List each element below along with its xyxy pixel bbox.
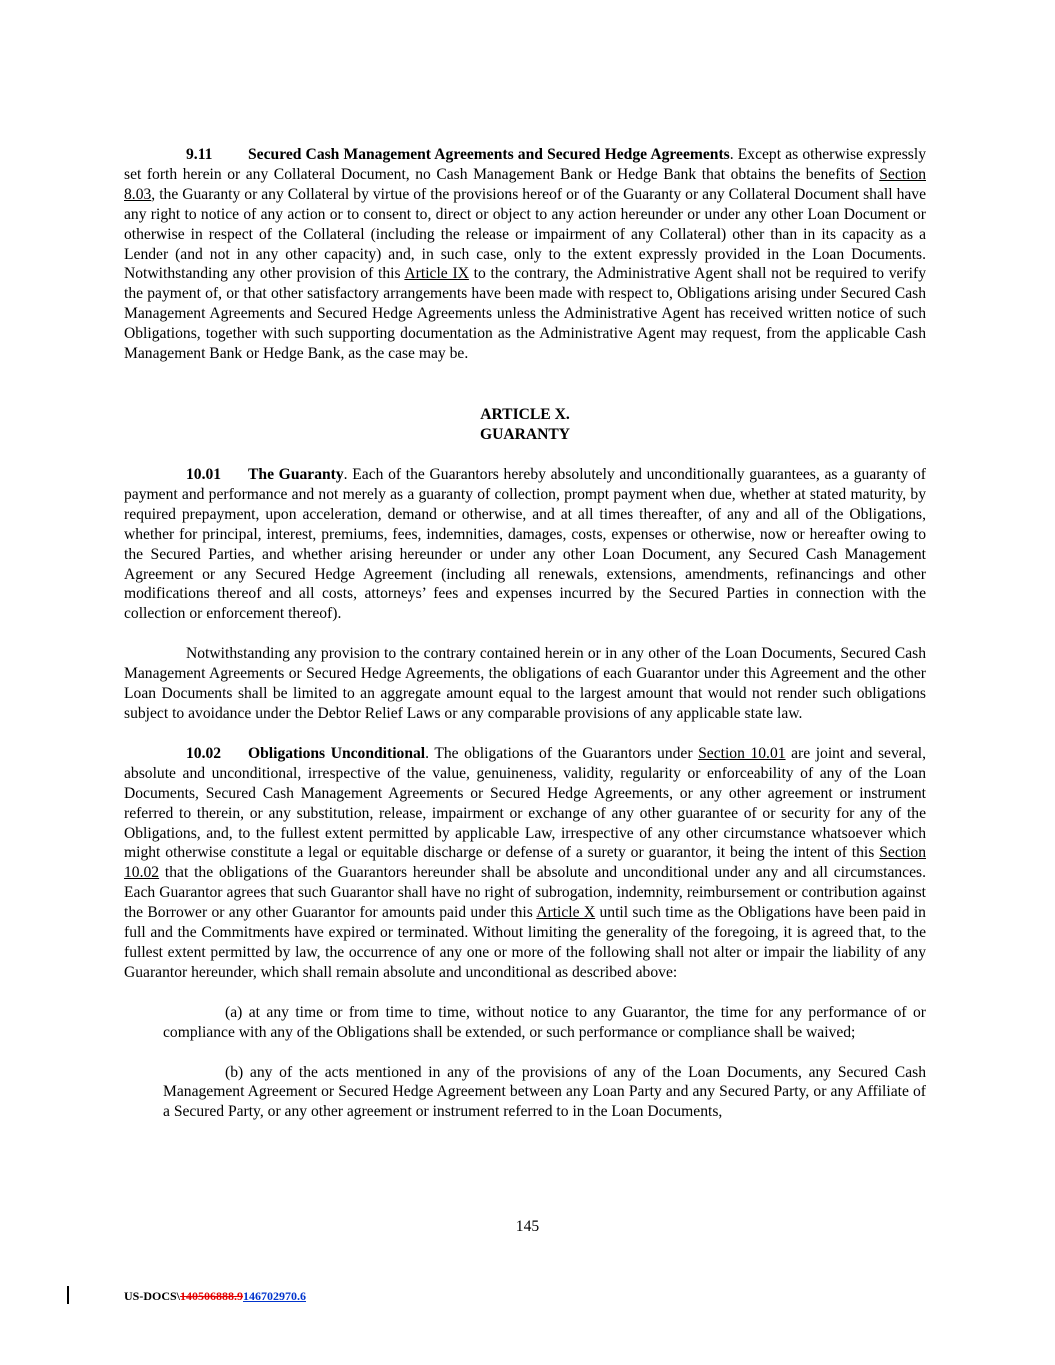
cross-reference-link[interactable]: Article X (536, 904, 596, 922)
page-number: 145 (515, 1218, 540, 1235)
section-10-01: 10.01 The Guaranty. Each of the Guarantors hereby absolutely and unconditionally guarantees, as a guaranty of payment and performance and not merely as a guaranty of collection, prompt payment when due, whether at stated maturity, by required prepayment, upon acceleration, demand or otherwise, and at all times thereafter, of any and all of the Obligations, whether for principal, interest, premiums, fees, indemnities, damages, costs, expenses or otherwise, now or hereafter owing to the Secured Parties, and whether arising hereunder or under any other Loan Document, any Secured Cash Management Agreement or any Secured Hedge Agreement (including all renewals, extensions, amendments, refinancings and other modifications thereof and all costs, attorneys’ fees and expenses incurred by the Secured Parties in connection with the collection or enforcement thereof). (124, 466, 926, 623)
section-9-11: 9.11 Secured Cash Management Agreements and Secured Hedge Agreements. Except as otherwise expressly set forth herein or any Collateral Document, no Cash Management Bank or Hedge Bank that obtains the benefits of Section 8.03, the Guaranty or any Collateral by virtue of the provisions hereof or of the Guaranty or any Collateral Document shall have any right to notice of any action or to consent to, direct or object to any action hereunder or under any other Loan Document or otherwise in respect of the Collateral (including the release or impairment of any Collateral) other than in its capacity as a Lender (and not in any other capacity) and, in such case, only to the extent expressly provided in the Loan Documents. Notwithstanding any other provision of this Article IX to the contrary, the Administrative Agent shall not be required to verify the payment of, or that other satisfactory arrangements have been made with respect to, Obligations arising under Secured Cash Management Agreements and Secured Hedge Agreements unless the Administrative Agent has received written notice of such Obligations, together with such supporting documentation as the Administrative Agent may request, from the applicable Cash Management Bank or Hedge Bank, as the case may be. (124, 146, 926, 363)
cross-reference-link[interactable]: Article IX (404, 265, 469, 283)
article-heading: ARTICLE X. (480, 406, 570, 423)
article-title: GUARANTY (479, 426, 571, 443)
section-number: 9.11 (186, 146, 213, 163)
cross-reference-link[interactable]: Section 10.01 (698, 744, 786, 762)
paragraph: Notwithstanding any provision to the contrary contained herein or in any other of the Loan Documents, Secured Cash Management Agreements or Secured Hedge Agreements, the obligations of each Guarantor under this Agreement and the other Loan Documents shall be limited to an aggregate amount equal to the largest amount that would not render such obligations subject to avoidance under the Debtor Relief Laws or any comparable provisions of any applicable state law. (124, 645, 926, 722)
section-title: Secured Cash Management Agreements and Secured Hedge Agreements (248, 146, 730, 163)
section-number: 10.01 (186, 466, 222, 483)
document-footer (124, 1289, 306, 1304)
list-item: (a) at any time or from time to time, without notice to any Guarantor, the time for any performance of or compliance with any of the Obligations shall be extended, or such performance or compliance shall be waived; (163, 1003, 926, 1041)
section-title: Obligations Unconditional (248, 744, 426, 762)
change-bar (67, 1286, 69, 1304)
cross-reference-link[interactable]: Section 10.02 (124, 844, 926, 882)
document-body (124, 145, 926, 1122)
section-number: 10.02 (186, 744, 222, 762)
section-10-02: 10.02 Obligations Unconditional. The obligations of the Guarantors under Section 10.01 are joint and several, absolute and unconditional, irrespective of the value, genuineness, validity, regularity or enforceability of any of the Loan Documents, Secured Cash Management Agreements or Secured Hedge Agreements, or any other agreement or instrument referred to therein, or any substitution, release, impairment or exchange of any other guarantee of or security for any of the Obligations, and, to the fullest extent permitted by applicable Law, irrespective of any other circumstance whatsoever which might otherwise constitute a legal or equitable discharge or defense of a surety or guarantor, it being the intent of this Section 10.02 that the obligations of the Guarantors hereunder shall be absolute and unconditional under any and all circumstances. Each Guarantor agrees that such Guarantor shall have no right of subrogation, indemnity, reimbursement or contribution against the Borrower or any other Guarantor for amounts paid under this Article X until such time as the Obligations have been paid in full and the Commitments have expired or terminated. Without limiting the generality of the foregoing, it is agreed that, to the fullest extent permitted by law, the occurrence of any one or more of the following shall not alter or impair the liability of any Guarantor hereunder, which shall remain absolute and unconditional as described above: (124, 744, 927, 981)
deleted-doc-number: 140506888.9 (180, 1289, 244, 1303)
section-title: The Guaranty (248, 466, 344, 483)
footer-prefix: US-DOCS\ (124, 1289, 181, 1303)
cross-reference-link[interactable]: Section 8.03 (124, 165, 926, 203)
list-item: (b) any of the acts mentioned in any of the provisions of any of the Loan Documents, any Secured Cash Management Agreement or Secured Hedge Agreement between any Loan Party and any Secured Party, or any Affiliate of a Secured Party, or any other agreement or instrument referred to in the Loan Documents, (163, 1063, 926, 1121)
inserted-doc-number: 146702970.6 (243, 1289, 307, 1303)
